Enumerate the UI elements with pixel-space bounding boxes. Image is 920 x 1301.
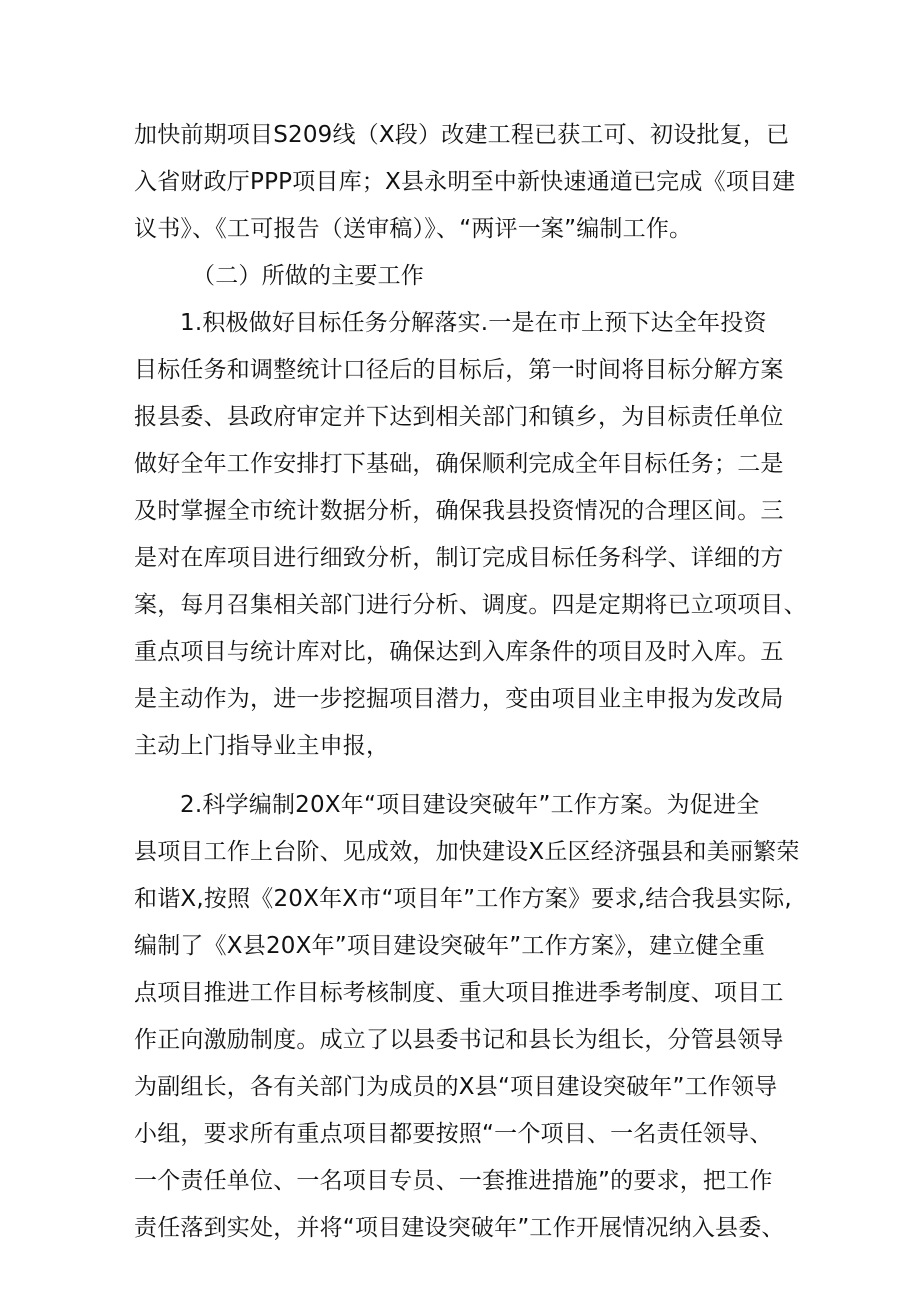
text-line: 作正向激励制度。成立了以县委书记和县长为组长，分管县领导 (134, 1027, 784, 1053)
text-line: 为副组长，各有关部门为成员的X县“项目建设突破年”工作领导 (134, 1074, 778, 1100)
text-line: 做好全年工作安排打下基础，确保顺利完成全年目标任务；二是 (134, 451, 784, 477)
intro-paragraph (134, 112, 796, 253)
text-line: 2.科学编制20X年“项目建设突破年”工作方案。为促进全 (180, 792, 760, 818)
text-line: 报县委、县政府审定并下达到相关部门和镇乡，为目标责任单位 (134, 404, 784, 430)
text-line: 议书》、《工可报告（送审稿）》、“两评一案”编制工作。 (134, 216, 693, 242)
text-line: 是主动作为，进一步挖掘项目潜力，变由项目业主申报为发改局 (134, 686, 784, 712)
text-line: 是对在库项目进行细致分析，制订完成目标任务科学、详细的方 (134, 545, 784, 571)
text-line: 入省财政厅PPP项目库；X县永明至中新快速通道已完成《项目建 (134, 169, 796, 195)
paragraph-spacer (134, 770, 786, 782)
text-line: 目标任务和调整统计口径后的目标后，第一时间将目标分解方案 (134, 357, 784, 383)
document-body (134, 112, 807, 1252)
section-heading: （二）所做的主要工作 (192, 263, 424, 289)
text-line: 一个责任单位、一名项目专员、一套推进措施”的要求，把工作 (134, 1168, 773, 1194)
text-line: 点项目推进工作目标考核制度、重大项目推进季考制度、项目工 (134, 980, 784, 1006)
text-line: 重点项目与统计库对比，确保达到入库条件的项目及时入库。五 (134, 639, 784, 665)
text-line: 加快前期项目S209线（X段）改建工程已获工可、初设批复，已 (134, 122, 790, 148)
text-line: 案，每月召集相关部门进行分析、调度。四是定期将已立项项目、 (134, 592, 807, 618)
paragraph-1 (134, 300, 807, 770)
text-line: 主动上门指导业主申报， (134, 733, 390, 759)
text-line: 1.积极做好目标任务分解落实.一是在市上预下达全年投资 (180, 310, 767, 336)
text-line: 小组，要求所有重点项目都要按照“一个项目、一名责任领导、 (134, 1121, 773, 1147)
text-line: 责任落到实处，并将“项目建设突破年”工作开展情况纳入县委、 (134, 1215, 785, 1241)
text-line: 及时掌握全市统计数据分析，确保我县投资情况的合理区间。三 (134, 498, 784, 524)
text-line: 和谐X,按照《20X年X市“项目年”工作方案》要求,结合我县实际, (134, 886, 792, 912)
paragraph-2 (134, 782, 800, 1252)
text-line: 编制了《X县20X年”项目建设突破年”工作方案》，建立健全重 (134, 933, 766, 959)
text-line: 县项目工作上台阶、见成效，加快建设X丘区经济强县和美丽繁荣 (134, 839, 800, 865)
